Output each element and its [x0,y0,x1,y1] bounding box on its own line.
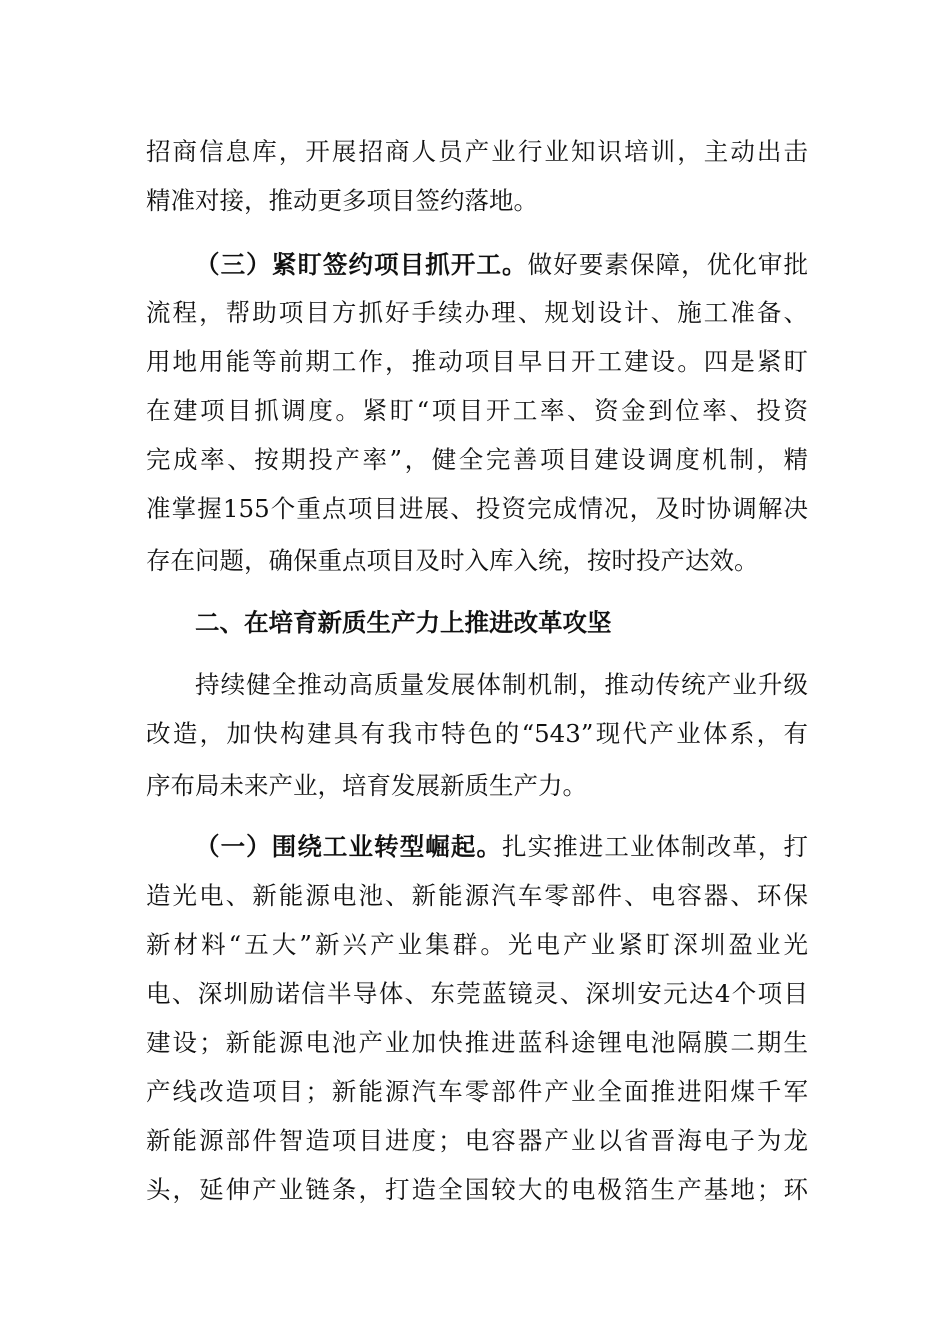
paragraph-line: 存在问题，确保重点项目及时入库入统，按时投产达效。 [146,546,759,575]
section-heading: 二、在培育新质生产力上推进改革攻坚 [195,608,612,637]
paragraph-line: 在建项目抓调度。紧盯“项目开工率、资金到位率、投资 [146,396,808,425]
paragraph-line: 序布局未来产业，培育发展新质生产力。 [146,771,587,800]
subsection-heading: （三）紧盯签约项目抓开工。 [195,250,528,279]
paragraph-line: 改造，加快构建具有我市特色的“543”现代产业体系，有 [146,719,808,748]
paragraph-line: 产线改造项目；新能源汽车零部件产业全面推进阳煤千军 [146,1077,808,1106]
paragraph-line: 流程，帮助项目方抓好手续办理、规划设计、施工准备、 [146,298,808,327]
paragraph-line: 新能源部件智造项目进度；电容器产业以省晋海电子为龙 [146,1126,808,1155]
paragraph-line: 招商信息库，开展招商人员产业行业知识培训，主动出击 [146,137,808,166]
paragraph-text: 扎实推进工业体制改革，打 [502,832,808,861]
paragraph-line: 造光电、新能源电池、新能源汽车零部件、电容器、环保 [146,881,808,910]
paragraph-line: 完成率、按期投产率”，健全完善项目建设调度机制，精 [146,445,808,474]
paragraph-line: 持续健全推动高质量发展体制机制，推动传统产业升级 [195,670,808,699]
paragraph-line: 精准对接，推动更多项目签约落地。 [146,186,538,215]
paragraph-line: 准掌握155个重点项目进展、投资完成情况，及时协调解决 [146,494,808,523]
paragraph-line: 新材料“五大”新兴产业集群。光电产业紧盯深圳盈业光 [146,930,808,959]
section-lead-line [195,250,808,280]
paragraph-text: 做好要素保障，优化审批 [527,250,808,279]
subsection-heading: （一）围绕工业转型崛起。 [195,832,503,861]
paragraph-line: 用地用能等前期工作，推动项目早日开工建设。四是紧盯 [146,347,808,376]
section-lead-line [195,832,808,862]
paragraph-line: 建设；新能源电池产业加快推进蓝科途锂电池隔膜二期生 [146,1028,808,1057]
paragraph-line: 电、深圳励诺信半导体、东莞蓝镜灵、深圳安元达4个项目 [146,979,808,1008]
paragraph-line: 头，延伸产业链条，打造全国较大的电极箔生产基地；环 [146,1175,808,1204]
